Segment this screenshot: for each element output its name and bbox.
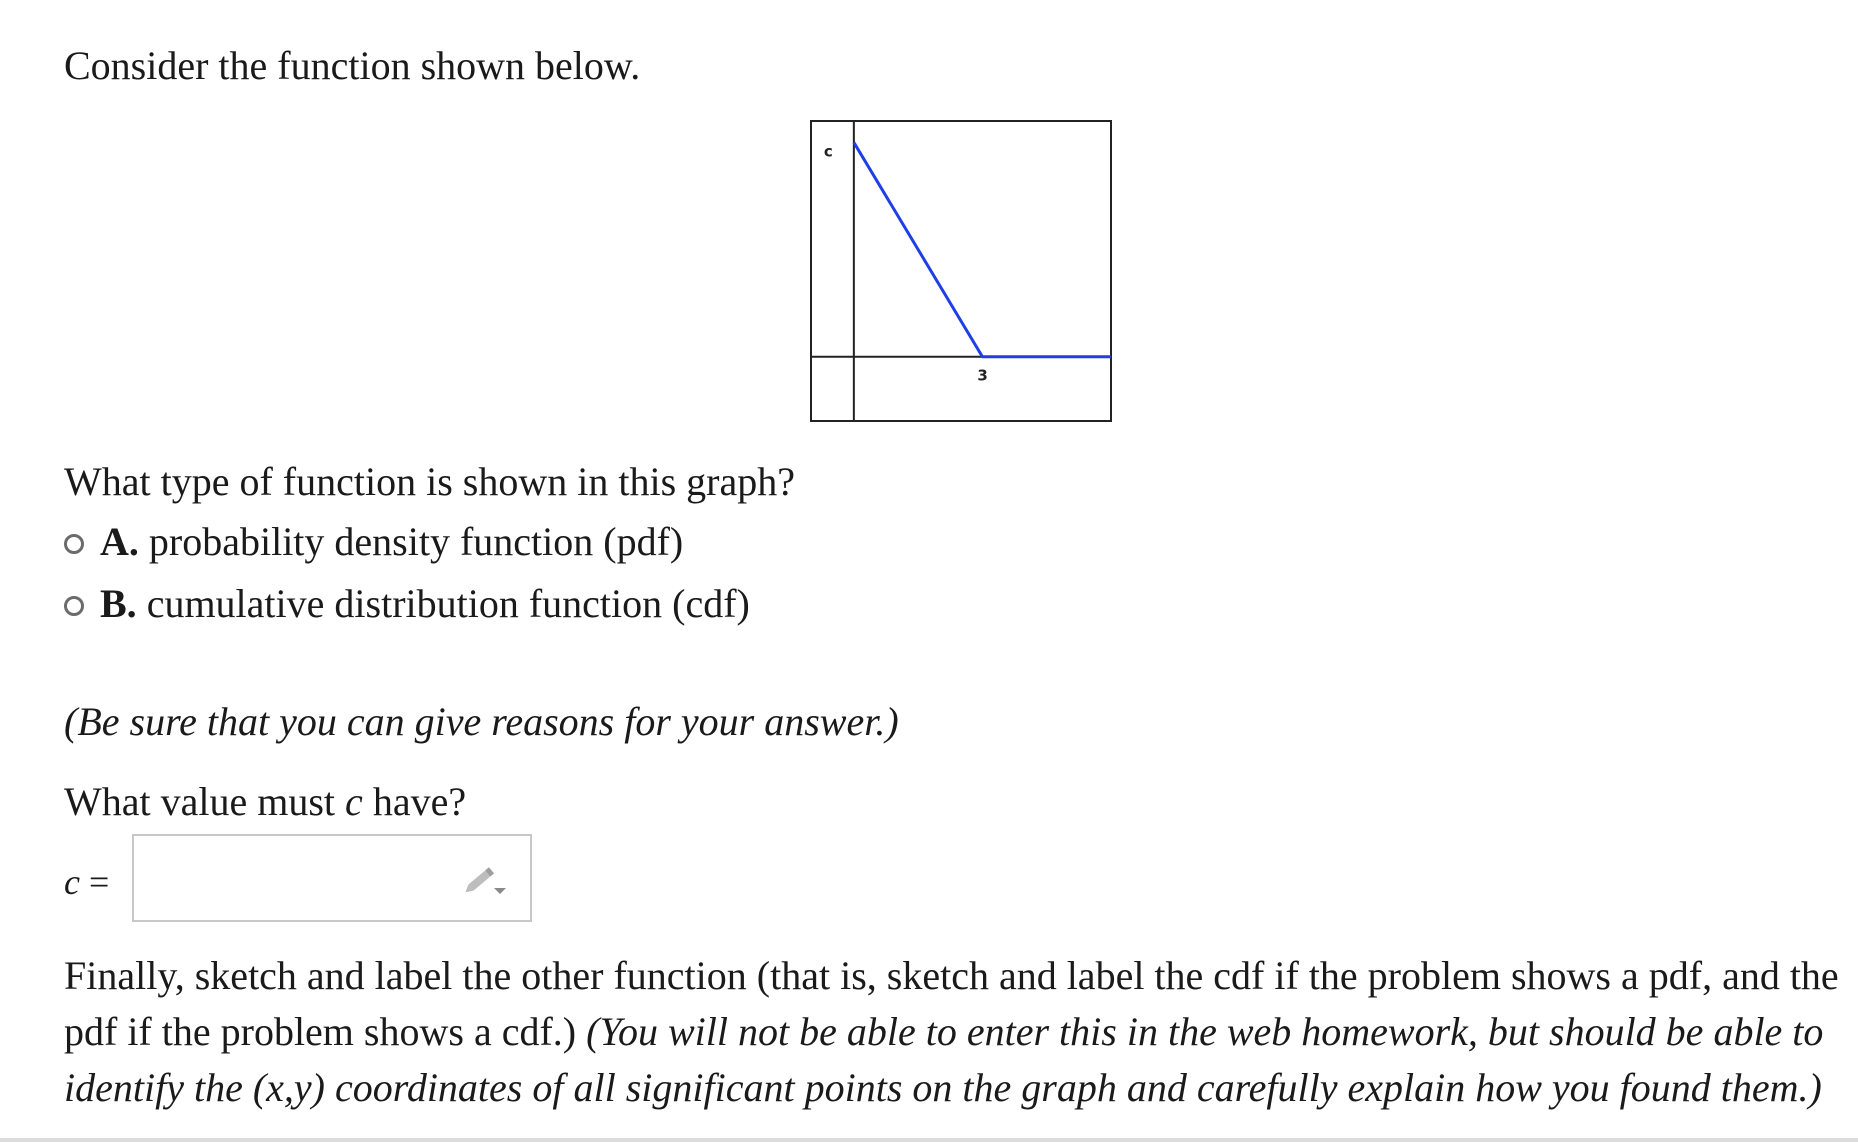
choice-a[interactable]	[64, 518, 683, 566]
final-instructions	[64, 948, 1844, 1116]
choice-a-letter: A.	[100, 519, 139, 564]
answer-label	[64, 862, 109, 902]
value-question-after: have?	[362, 779, 467, 824]
value-question	[64, 778, 466, 826]
c-value-input[interactable]	[134, 836, 464, 920]
value-question-before: What value must	[64, 779, 346, 824]
final-instructions-italic: (You will not be able to enter this in the web homework, but should be able to identify the (x,y) coordinates of all significant points on the graph and carefully explain how you found them.)	[64, 1009, 1824, 1110]
choice-b-label: cumulative distribution function (cdf)	[146, 581, 750, 626]
bottom-divider	[0, 1138, 1858, 1142]
function-graph	[810, 120, 1112, 422]
graph-frame	[811, 121, 1111, 421]
pencil-dropdown-icon[interactable]	[464, 866, 508, 896]
hint-text: (Be sure that you can give reasons for your answer.)	[64, 699, 899, 744]
intro-text: Consider the function shown below.	[64, 43, 641, 88]
value-question-var: c	[345, 779, 363, 824]
answer-field[interactable]	[132, 834, 532, 922]
x-tick-label-3: 3	[977, 366, 988, 385]
choice-a-label: probability density function (pdf)	[148, 519, 684, 564]
question-text: What type of function is shown in this graph?	[64, 459, 795, 504]
radio-a-icon[interactable]	[64, 534, 84, 554]
answer-var: c	[64, 862, 80, 902]
choice-b[interactable]	[64, 580, 750, 628]
y-tick-label-c: c	[823, 142, 833, 161]
final-instructions-plain: Finally, sketch and label the other function (that is, sketch and label the cdf if the problem shows a pdf, and the pdf if the problem shows a cdf.)	[64, 953, 1839, 1054]
radio-b-icon[interactable]	[64, 596, 84, 616]
answer-equals: =	[79, 862, 110, 902]
choice-b-letter: B.	[100, 581, 137, 626]
